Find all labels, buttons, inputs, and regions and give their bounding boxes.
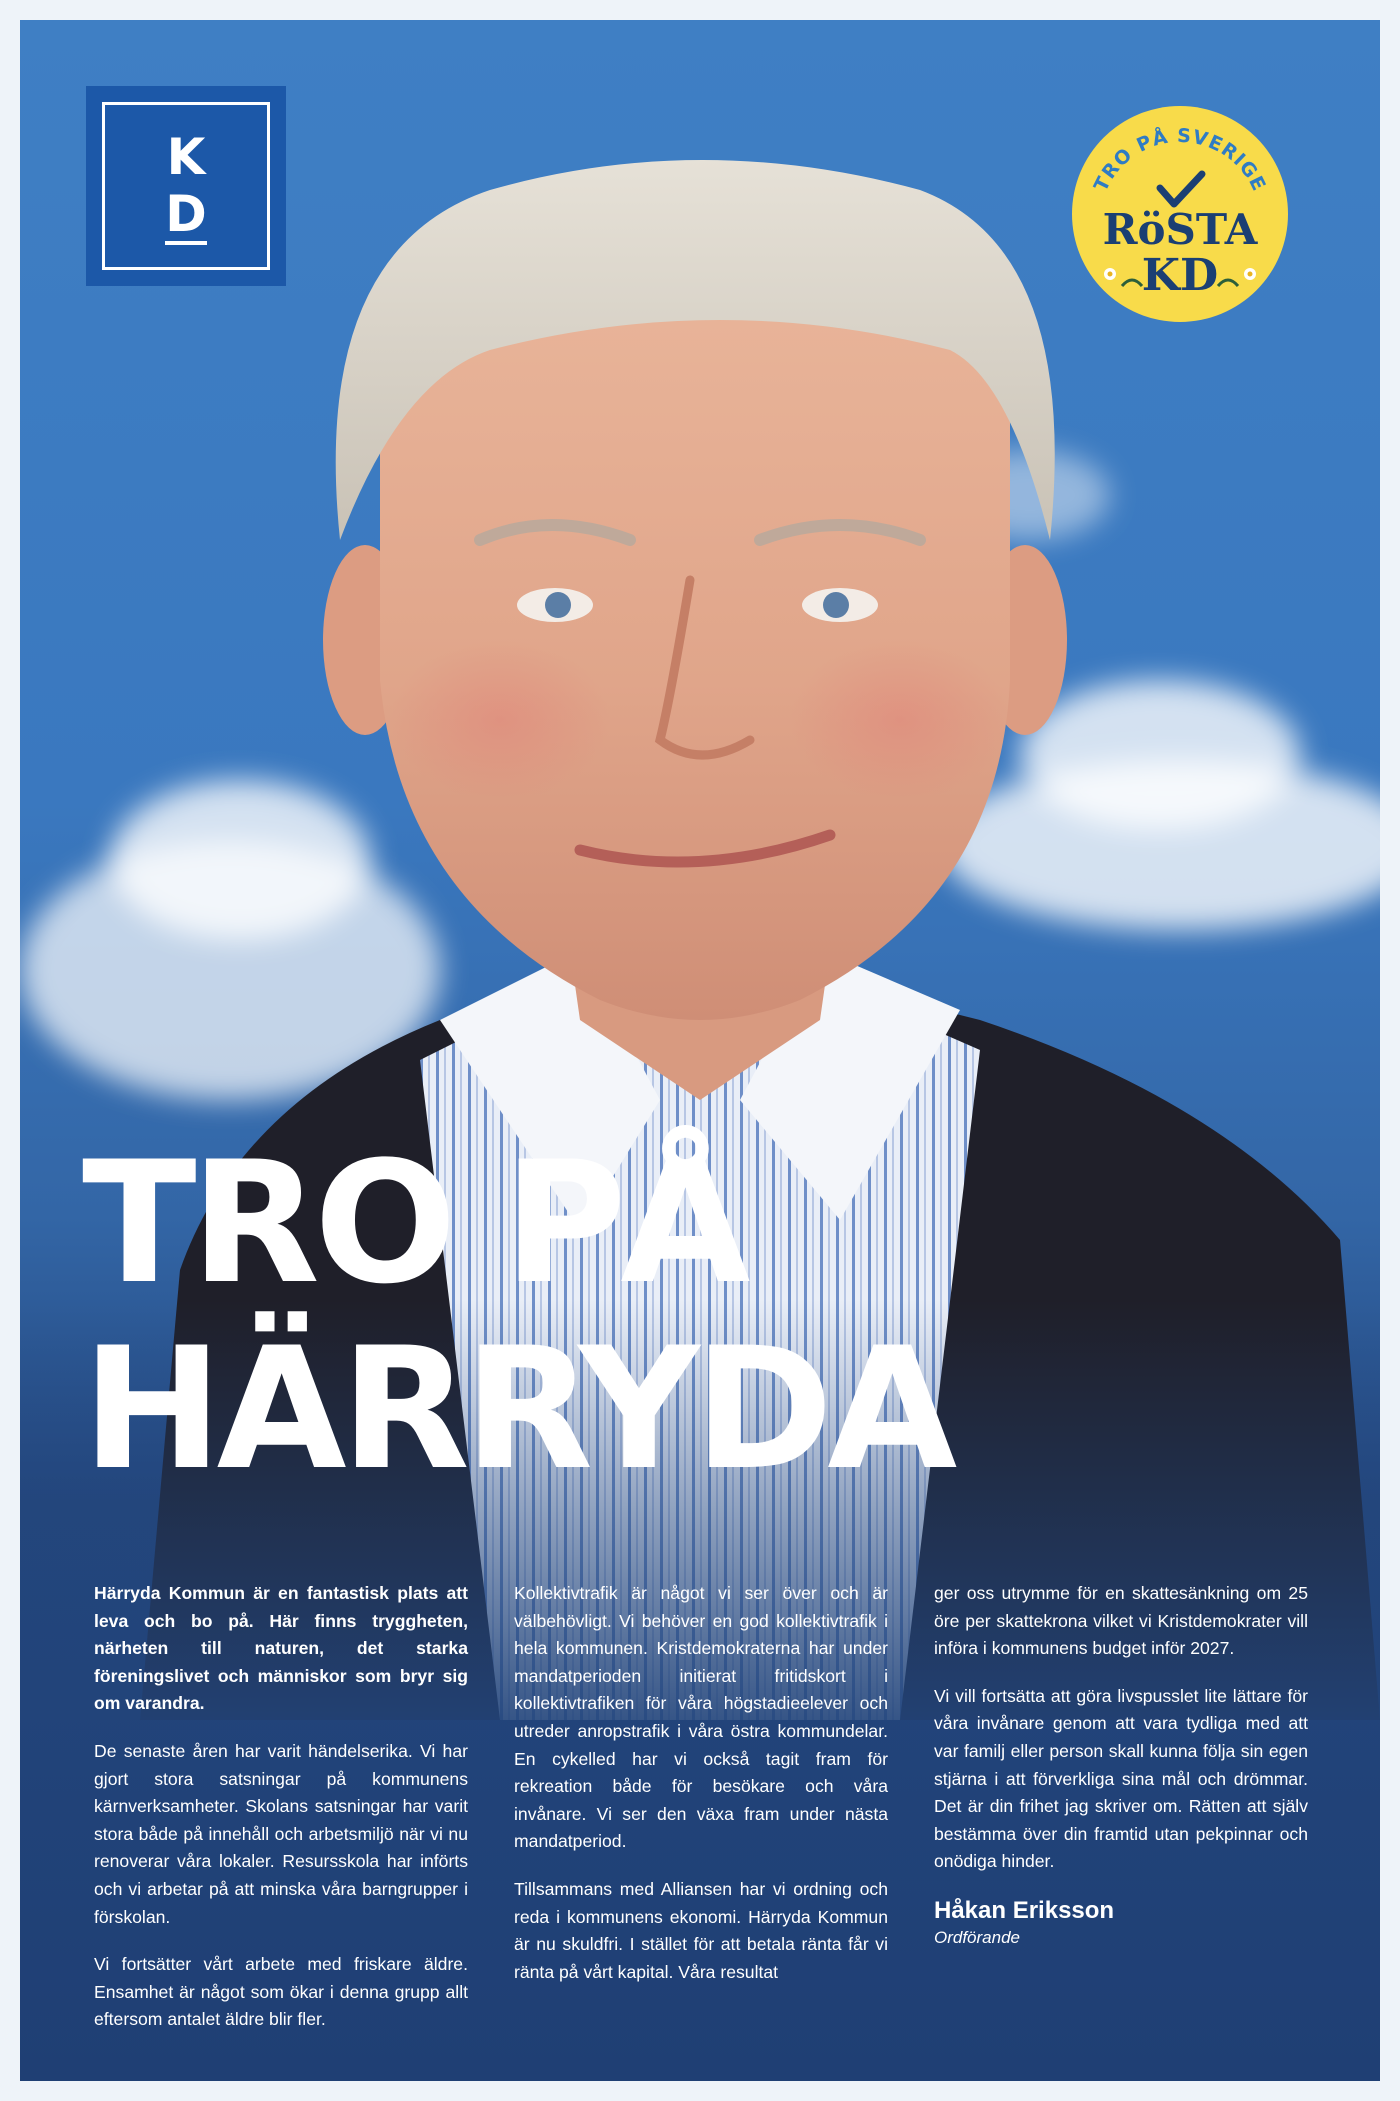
article-paragraph: Vi vill fortsätta att göra livspusslet lite lättare för våra invånare genom att vara tydliga med att var familj eller person skall kunna följa sin egen stjärna i att förverkliga sina mål och drömmar. Det är din frihet jag skriver om. Rätten att själv bestämma över din framtid utan pekpinnar och onödiga hinder.	[934, 1685, 1308, 1872]
headline-line2: HÄRRYDA	[82, 1311, 952, 1507]
article-column-3	[934, 1580, 1308, 2054]
kd-logo-d: D	[165, 185, 207, 243]
headline-line1: TRO PÅ	[82, 1125, 745, 1321]
article-column-1	[94, 1580, 468, 2054]
headline	[82, 1125, 952, 1507]
article-paragraph: Tillsammans med Alliansen har vi ordning och reda i kommunens ekonomi. Härryda Kommun är nu skuldfri. I stället för att betala ränta får vi ränta på vårt kapital. Våra resultat	[514, 1878, 888, 1982]
article-paragraph: ger oss utrymme för en skattesänkning om 25 öre per skattekrona vilket vi Kristdemokrater vill införa i kommunens budget inför 2027.	[934, 1583, 1308, 1659]
badge-arc-text: TRO PÅ SVERIGE	[1089, 124, 1271, 196]
badge-line1: RöSTA	[1102, 205, 1258, 254]
article-column-2	[514, 1580, 888, 2054]
article-paragraph: De senaste åren har varit händelserika. Vi har gjort stora satsningar på kommunens kärnverksamheter. Skolans satsningar har varit stora både på innehåll och arbetsmiljö när vi nu renoverar våra lokaler. Resursskola har införts och vi arbetar på att minska våra barngrupper i förskolan.	[94, 1740, 468, 1927]
election-poster	[20, 20, 1380, 2081]
article-body	[94, 1580, 1310, 2054]
article-paragraph: Vi fortsätter vårt arbete med friskare äldre. Ensamhet är något som ökar i denna grupp allt eftersom antalet äldre blir fler.	[94, 1954, 468, 2030]
badge-line2: KD	[1141, 250, 1219, 301]
kd-logo-frame	[102, 102, 270, 270]
vote-kd-badge	[1070, 104, 1290, 324]
signature-role: Ordförande	[934, 1927, 1020, 1947]
kd-logo-k: K	[166, 128, 206, 186]
article-lead: Härryda Kommun är en fantastisk plats att leva och bo på. Här finns tryggheten, närheten till naturen, det starka föreningslivet och människor som bryr sig om varandra.	[94, 1583, 468, 1714]
kd-logo	[86, 86, 286, 286]
signature-name: Håkan Eriksson	[934, 1896, 1115, 1924]
article-paragraph: Kollektivtrafik är något vi ser över och är välbehövligt. Vi behöver en god kollektivtrafik i hela kommunen. Kristdemokraterna har under mandatperioden initierat fritidskort i kollektivtrafiken för våra högstadieelever och utreder anropstrafik i våra östra kommundelar. En cykelled har vi också tagit fram för rekreation både för besökare och våra invånare. Vi ser den växa fram under nästa mandatperiod.	[514, 1583, 888, 1852]
